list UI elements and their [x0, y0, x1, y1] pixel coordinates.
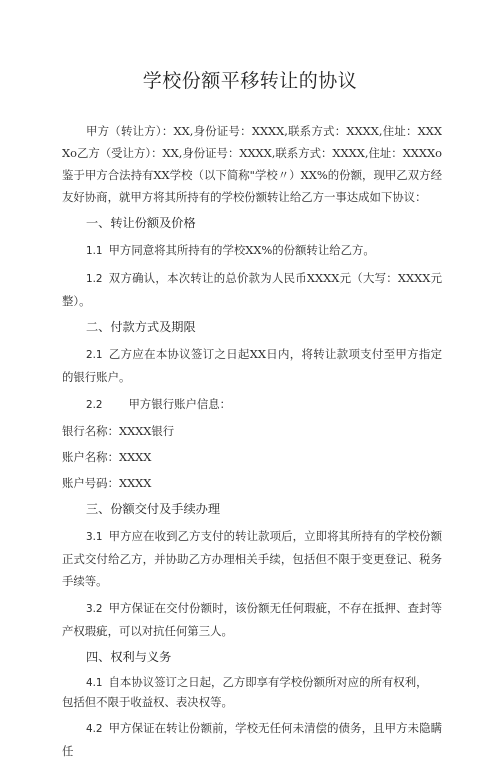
clause-3-2 — [62, 597, 442, 642]
clause-4-1-continued: 包括但不限于收益权、表决权等。 — [62, 695, 233, 709]
clause-3-1 — [62, 525, 442, 592]
clause-2-1 — [62, 343, 442, 388]
clause-number: 3.1 — [86, 531, 103, 543]
clause-1-2 — [62, 267, 442, 312]
section-heading-2: 二、付款方式及期限 — [86, 320, 196, 334]
document-body — [62, 120, 442, 762]
clause-number: 1.2 — [86, 273, 103, 285]
clause-text: 自本协议签订之日起，乙方即享有学校份额所对应的所有权利， — [108, 675, 428, 689]
section-heading-4: 四、权利与义务 — [86, 650, 172, 664]
clause-text: 甲方保证在转让份额前，学校无任何未清偿的债务，且甲方未隐瞒任 — [62, 721, 442, 758]
document-title: 学校份额平移转让的协议 — [142, 70, 358, 92]
clause-1-1 — [62, 239, 442, 262]
clause-2-2 — [62, 393, 442, 416]
clause-text: 甲方应在收到乙方支付的转让款项后，立即将其所持有的学校份额正式交付给乙方，并协助乙方办理相关手续，包括但不限于变更登记、税务手续等。 — [62, 529, 442, 588]
section-heading-3: 三、份额交付及手续办理 — [86, 502, 221, 516]
account-number: 账户号码：XXXX — [62, 476, 152, 490]
clause-text: 乙方应在本协议签订之日起XX日内，将转让款项支付至甲方指定的银行账户。 — [62, 347, 442, 384]
clause-number: 3.2 — [86, 603, 103, 615]
intro-paragraph: 甲方（转让方）：XX,身份证号：XXXX,联系方式：XXXX,住址：XXXXo乙方（受让方）：XX,身份证号：XXXX,联系方式：XXXX,住址：XXXXo鉴于甲方合法持有XX学校（以下简称"学校〃）XX%的份额，现甲乙双方经友好协商，就甲方将其所持有的学校份额转让给乙方一事达成如下协议： — [62, 124, 442, 204]
clause-text: 甲方保证在交付份额时，该份额无任何瑕疵，不存在抵押、查封等产权瑕疵，可以对抗任何第三人。 — [62, 601, 442, 638]
clause-text: 双方确认，本次转让的总价款为人民币XXXX元（大写：XXXX元整）。 — [62, 271, 442, 308]
clause-number: 2.1 — [86, 349, 103, 361]
clause-4-1 — [62, 673, 442, 693]
clause-text: 甲方银行账户信息： — [128, 397, 232, 411]
bank-name: 银行名称：XXXX银行 — [62, 424, 175, 438]
clause-number: 4.2 — [86, 723, 103, 735]
section-heading-1: 一、转让份额及价格 — [86, 216, 196, 230]
clause-4-2 — [62, 717, 442, 762]
account-name: 账户名称：XXXX — [62, 450, 152, 464]
clause-number: 4.1 — [86, 677, 103, 689]
clause-number: 1.1 — [86, 245, 103, 257]
clause-number: 2.2 — [86, 399, 103, 411]
clause-text: 甲方同意将其所持有的学校XX%的份额转让给乙方。 — [108, 243, 375, 257]
